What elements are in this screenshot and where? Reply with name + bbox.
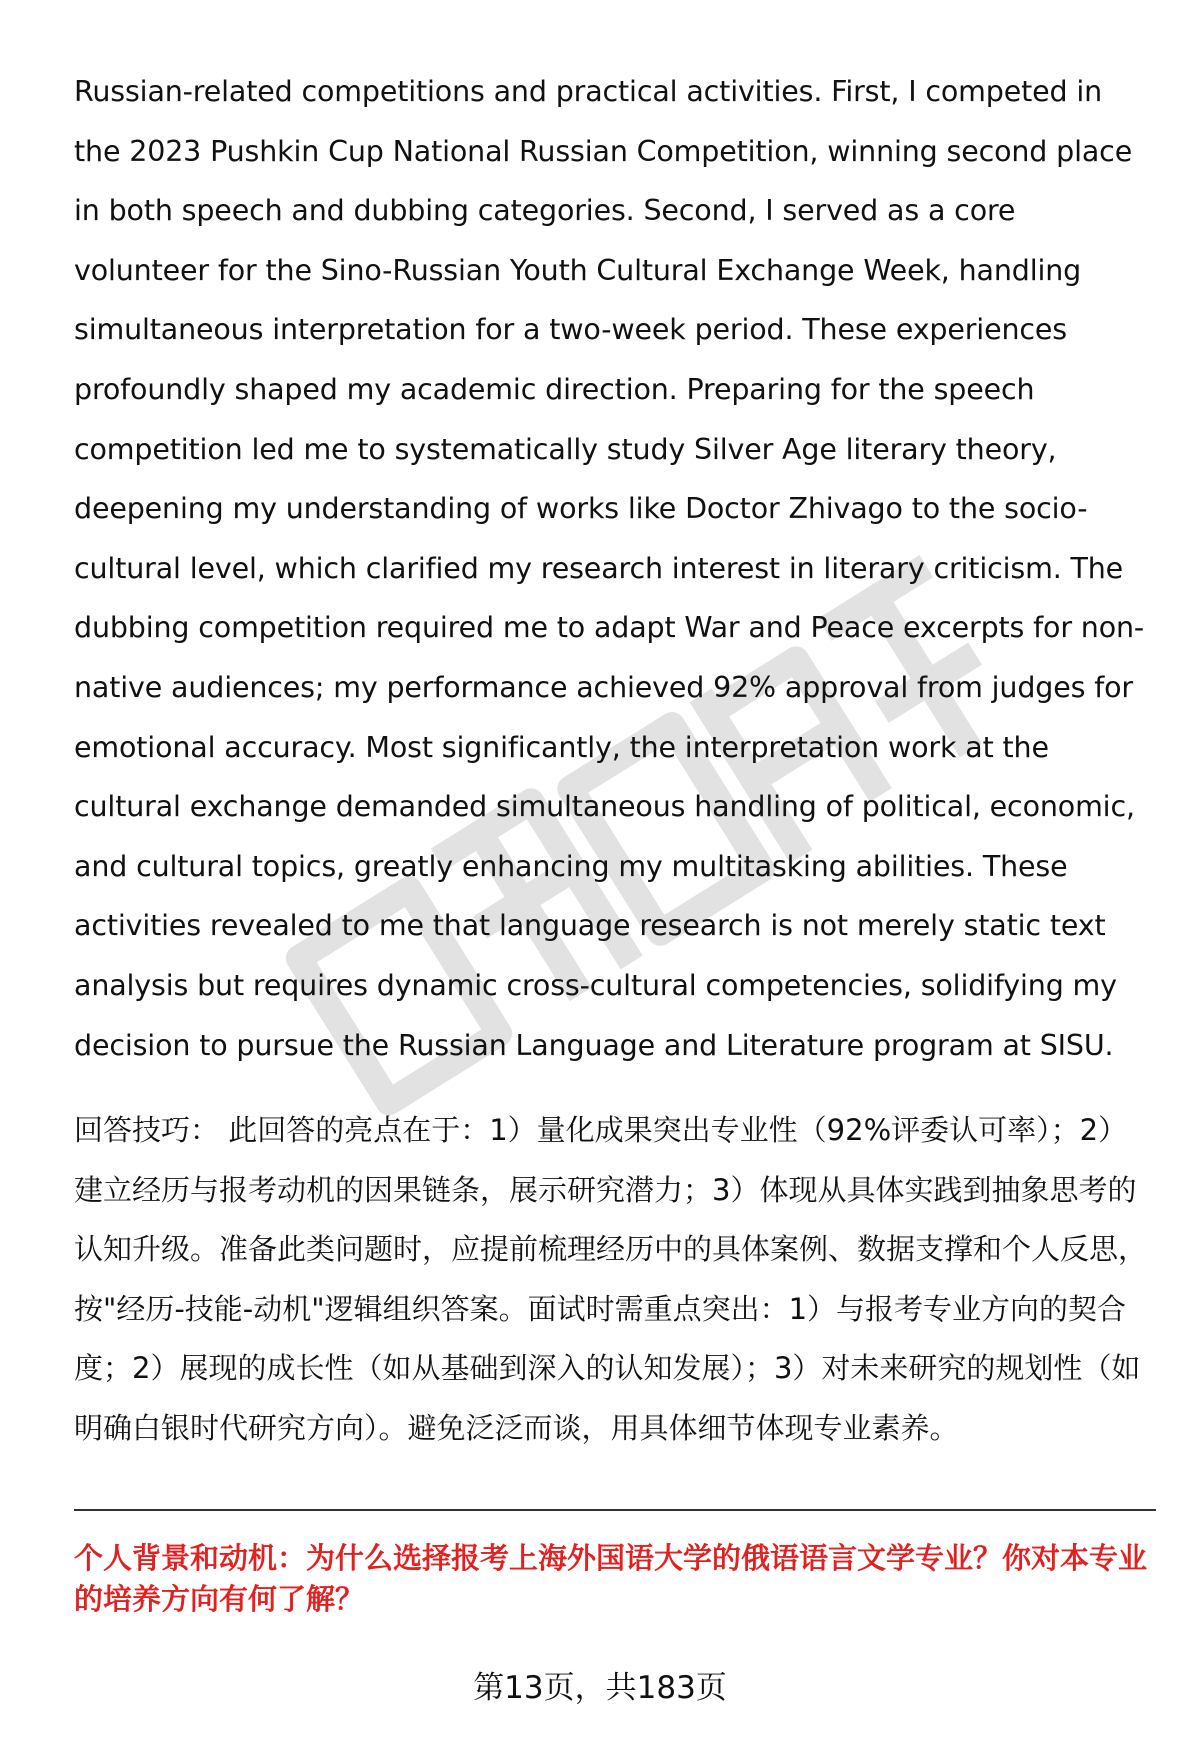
answer-tips-paragraph: 回答技巧： 此回答的亮点在于：1）量化成果突出专业性（92%评委认可率）；2）建立经历与报考动机的因果链条，展示研究潜力；3）体现从具体实践到抽象思考的认知升级。准备此类问题时，应提前梳理经历中的具体案例、数据支撑和个人反思，按"经历-技能-动机"逻辑组织答案。面试时需重点突出：1）与报考专业方向的契合度；2）展现的成长性（如从基础到深入的认知发展）；3）对未来研究的规划性（如明确白银时代研究方向）。避免泛泛而谈，用具体细节体现专业素养。 bbox=[74, 1113, 1148, 1445]
next-question-heading: 个人背景和动机：为什么选择报考上海外国语大学的俄语语言文学专业？你对本专业的培养方向有何了解？ bbox=[74, 1541, 1148, 1616]
answer-paragraph: Russian-related competitions and practical activities. First, I competed in the 2023 Pushkin Cup National Russian Competition, winning second place in both speech and dubbing categories. Second, I served as a core volunteer for the Sino-Russian Youth Cultural Exchange Week, handling simultaneous interpretation for a two-week period. These experiences profoundly shaped my academic direction. Preparing for the speech competition led me to systematically study Silver Age literary theory, deepening my understanding of works like Doctor Zhivago to the socio-cultural level, which clarified my research interest in literary criticism. The dubbing competition required me to adapt War and Peace excerpts for non-native audiences; my performance achieved 92% approval from judges for emotional accuracy. Most significantly, the interpretation work at the cultural exchange demanded simultaneous handling of political, economic, and cultural topics, greatly enhancing my multitasking abilities. These activities revealed to me that language research is not merely static text analysis but requires dynamic cross-cultural competencies, solidifying my decision to pursue the Russian Language and Literature program at SISU. bbox=[74, 75, 1145, 1062]
section-divider bbox=[74, 1509, 1156, 1511]
page-content bbox=[74, 62, 1156, 1458]
page-number-footer: 第13页，共183页 bbox=[473, 1670, 727, 1706]
